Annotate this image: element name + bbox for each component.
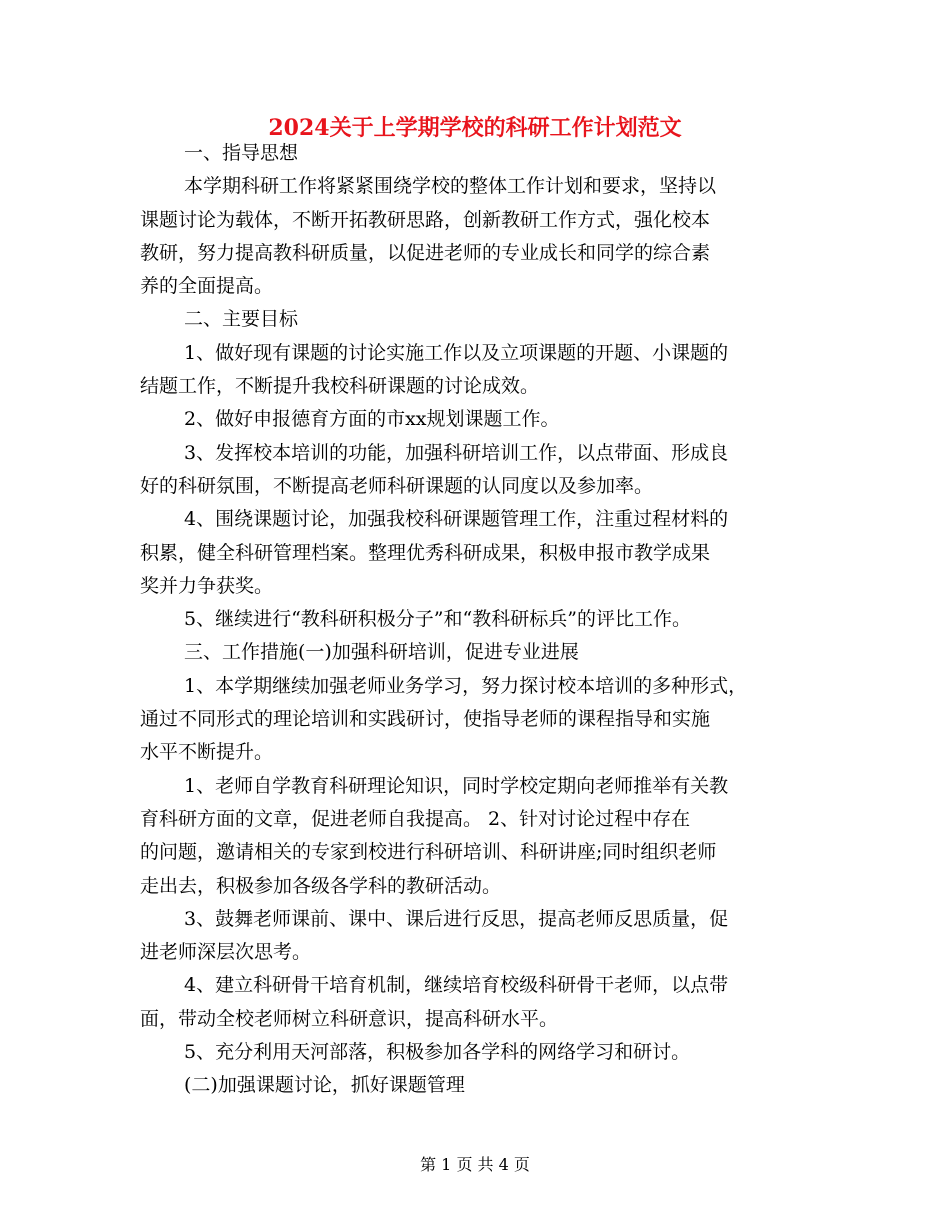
text-line: 本学期科研工作将紧紧围绕学校的整体工作计划和要求，坚持以 bbox=[184, 175, 717, 198]
text-line: 通过不同形式的理论培训和实践研讨，使指导老师的课程指导和实施 bbox=[140, 708, 711, 731]
text-line: 课题讨论为载体，不断开拓教研思路，创新教研工作方式，强化校本 bbox=[140, 208, 711, 231]
text-line: 进老师深层次思考。 bbox=[140, 941, 312, 964]
text-line: 的问题，邀请相关的专家到校进行科研培训、科研讲座;同时组织老师 bbox=[140, 841, 717, 864]
text-line: 结题工作，不断提升我校科研课题的讨论成效。 bbox=[140, 375, 540, 398]
page-footer: 第 1 页 共 4 页 bbox=[420, 1155, 530, 1174]
text-line: 1、做好现有课题的讨论实施工作以及立项课题的开题、小课题的 bbox=[184, 341, 729, 364]
text-line: 面，带动全校老师树立科研意识，提高科研水平。 bbox=[140, 1007, 559, 1030]
text-line: 育科研方面的文章，促进老师自我提高。 2、针对讨论过程中存在 bbox=[140, 807, 691, 830]
document-body bbox=[140, 137, 815, 1103]
text-line: 奖并力争获奖。 bbox=[140, 574, 274, 597]
text-line: 2、做好申报德育方面的市xx规划课题工作。 bbox=[184, 408, 560, 431]
text-line: 养的全面提高。 bbox=[140, 275, 274, 298]
text-line: 4、围绕课题讨论，加强我校科研课题管理工作，注重过程材料的 bbox=[184, 508, 729, 531]
text-line: 走出去，积极参加各级各学科的教研活动。 bbox=[140, 874, 502, 897]
text-line: 积累，健全科研管理档案。整理优秀科研成果，积极申报市教学成果 bbox=[140, 541, 711, 564]
text-line: 5、充分利用天河部落，积极参加各学科的网络学习和研讨。 bbox=[184, 1041, 691, 1064]
text-line: (二)加强课题讨论，抓好课题管理 bbox=[184, 1074, 465, 1097]
text-line: 好的科研氛围，不断提高老师科研课题的认同度以及参加率。 bbox=[140, 474, 654, 497]
text-line: 一、指导思想 bbox=[184, 142, 299, 164]
text-line: 3、鼓舞老师课前、课中、课后进行反思，提高老师反思质量，促 bbox=[184, 907, 729, 930]
text-line: 二、主要目标 bbox=[184, 308, 299, 331]
text-line: 4、建立科研骨干培育机制，继续培育校级科研骨干老师，以点带 bbox=[184, 974, 729, 997]
text-line: 5、继续进行“教科研积极分子”和“教科研标兵”的评比工作。 bbox=[184, 608, 691, 631]
text-line: 水平不断提升。 bbox=[140, 741, 274, 764]
text-line: 三、工作措施(一)加强科研培训，促进专业进展 bbox=[184, 641, 579, 664]
text-line: 教研，努力提高教科研质量，以促进老师的专业成长和同学的综合素 bbox=[140, 241, 711, 264]
text-line: 3、发挥校本培训的功能，加强科研培训工作，以点带面、形成良 bbox=[184, 441, 729, 464]
document-title: 2024关于上学期学校的科研工作计划范文 bbox=[268, 115, 682, 141]
text-line: 1、本学期继续加强老师业务学习，努力探讨校本培训的多种形式， bbox=[184, 674, 748, 697]
text-line: 1、老师自学教育科研理论知识，同时学校定期向老师推举有关教 bbox=[184, 774, 729, 797]
